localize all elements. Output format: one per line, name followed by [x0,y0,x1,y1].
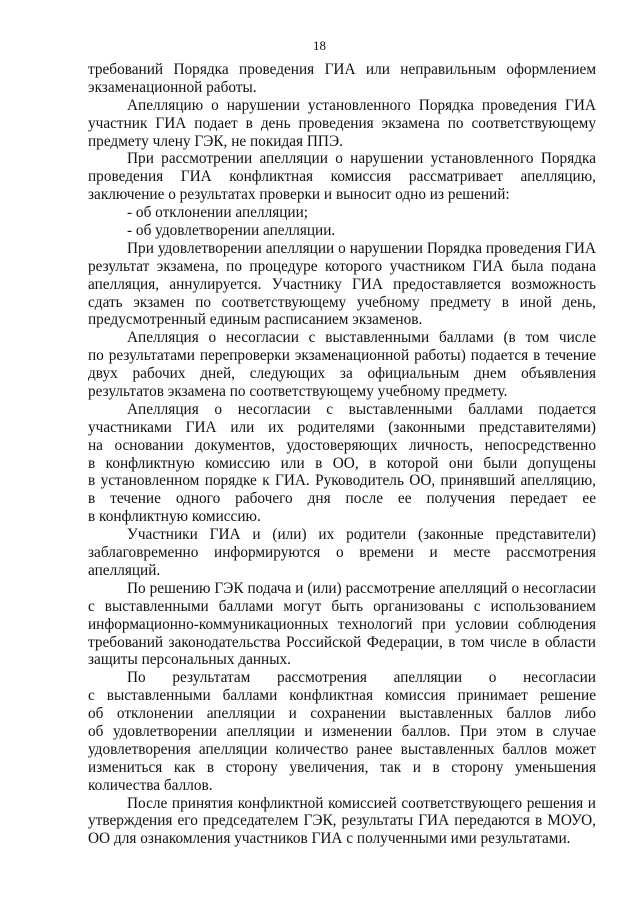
paragraph-line: на основании документов, удостоверяющих личность, непосредственно [88,436,596,454]
paragraph [88,97,596,151]
paragraph-line: По результатам рассмотрения апелляции о несогласии [127,669,596,687]
paragraph [88,150,596,204]
paragraph-line: При удовлетворении апелляции о нарушении Порядка проведения ГИА [127,239,596,257]
paragraph-line: количества баллов. [88,776,213,794]
paragraph-line: результатов экзамена по соответствующему учебному предмету. [88,383,508,401]
paragraph-line: участник ГИА подает в день проведения экзамена по соответствующему [88,114,596,132]
paragraph-line: участниками ГИА или их родителями (законными представителями) [88,418,596,436]
paragraph-line: в установленном порядке к ГИА. Руководитель ОО, принявший апелляцию, [88,472,596,490]
paragraph-line: заключение о результатах проверки и выносит одно из решений: [88,186,510,204]
paragraph-line: предмету члену ГЭК, не покидая ППЭ. [88,132,343,150]
paragraph-line: требований законодательства Российской Федерации, в том числе в области [88,633,596,651]
paragraph [88,401,596,526]
paragraph [88,526,596,580]
paragraph-line: проведения ГИА конфликтная комиссия рассматривает апелляцию, [88,168,596,186]
paragraph-line: предусмотренный единым расписанием экзаменов. [88,311,423,329]
paragraph-line: апелляций. [88,561,161,579]
paragraph-line: по результатами перепроверки экзаменационной работы) подается в течение [88,347,596,365]
paragraph-line: ОО для ознакомления участников ГИА с полученными ими результатами. [88,830,571,848]
paragraph-line: удовлетворения апелляции количество ранее выставленных баллов может [88,740,596,758]
paragraph-line: об отклонении апелляции и сохранении выставленных баллов либо [88,705,596,723]
paragraph-line: Апелляцию о нарушении установленного Порядка проведения ГИА [127,96,596,114]
paragraph-line: измениться как в сторону увеличения, так и в сторону уменьшения [88,758,596,776]
paragraph-line: защиты персональных данных. [88,651,291,669]
paragraph-line: результат экзамена, по процедуре которого участником ГИА была подана [88,257,596,275]
paragraph-line: об удовлетворении апелляции и изменении баллов. При этом в случае [88,722,596,740]
paragraph-line: Участники ГИА и (или) их родители (законные представители) [127,526,596,544]
paragraph [88,329,596,401]
paragraph-line: с выставленными баллами могут быть организованы с использованием [88,597,596,615]
paragraph-line: апелляция, аннулируется. Участнику ГИА предоставляется возможность [88,275,596,293]
paragraph [88,204,596,222]
paragraph-line: в течение одного рабочего дня после ее получения передает ее [88,490,596,508]
page-number: 18 [313,38,326,53]
paragraph-line: сдать экзамен по соответствующему учебному предмету в иной день, [88,293,596,311]
paragraph-line: утверждения его председателем ГЭК, результаты ГИА передаются в МОУО, [88,812,596,830]
paragraph [88,240,596,329]
paragraph-line: с выставленными баллами конфликтная комиссия принимает решение [88,687,596,705]
paragraph-line: - об удовлетворении апелляции. [127,222,336,240]
paragraph [88,669,596,794]
paragraph-line: Апелляция о несогласии с выставленными баллами (в том числе [127,329,596,347]
paragraph-line: в конфликтную комиссию. [88,508,261,526]
paragraph-line: заблаговременно информируются о времени и месте рассмотрения [88,544,596,562]
paragraph-line: После принятия конфликтной комиссией соответствующего решения и [127,794,596,812]
paragraph [88,222,596,240]
paragraph-line: По решению ГЭК подача и (или) рассмотрение апелляций о несогласии [127,579,596,597]
paragraph-line: экзаменационной работы. [88,78,257,96]
paragraph [88,61,596,97]
paragraph-line: в конфликтную комиссию или в ОО, в которой они были допущены [88,454,596,472]
paragraph-line: - об отклонении апелляции; [127,204,309,222]
paragraph-line: Апелляция о несогласии с выставленными баллами подается [127,400,596,418]
paragraph-line: требований Порядка проведения ГИА или неправильным оформлением [88,61,596,78]
paragraph [88,795,596,849]
paragraph [88,580,596,669]
paragraph-line: информационно-коммуникационных технологий при условии соблюдения [88,615,596,633]
document-body [88,61,596,848]
paragraph-line: двух рабочих дней, следующих за официальным днем объявления [88,365,596,383]
paragraph-line: При рассмотрении апелляции о нарушении установленного Порядка [127,150,596,168]
